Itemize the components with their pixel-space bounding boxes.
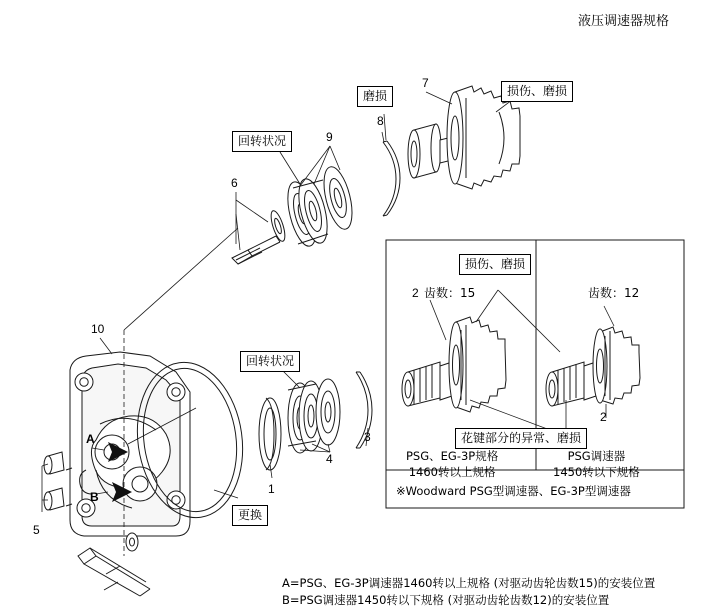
callout-2-right: 2 bbox=[600, 410, 607, 424]
label-damage-wear-top: 损伤、磨损 bbox=[501, 81, 573, 102]
inset-right-spec-line2: 1450转以下规格 bbox=[553, 464, 640, 479]
callout-8: 8 bbox=[377, 114, 384, 128]
footnote-b: B=PSG调速器1450转以下规格 (对驱动齿轮齿数12)的安装位置 bbox=[282, 593, 610, 607]
inset-right-spec-line1: PSG调速器 bbox=[567, 449, 626, 463]
label-teeth-12: 齿数：12 bbox=[588, 286, 640, 300]
label-rotation-status-lower: 回转状况 bbox=[240, 351, 300, 372]
label-inset-damage-wear: 损伤、磨损 bbox=[459, 254, 531, 275]
callout-3: 3 bbox=[364, 430, 371, 444]
callout-5: 5 bbox=[33, 523, 40, 537]
callout-6: 6 bbox=[231, 176, 238, 190]
label-replace: 更换 bbox=[232, 505, 268, 526]
callout-10: 10 bbox=[91, 322, 105, 336]
inset-footer: ※Woodward PSG型调速器、EG-3P型调速器 bbox=[396, 484, 631, 498]
label-rotation-status-upper: 回转状况 bbox=[232, 131, 292, 152]
label-wear-top: 磨损 bbox=[357, 86, 393, 107]
inset-left-spec-line2: 1460转以上规格 bbox=[408, 464, 496, 479]
callout-1: 1 bbox=[268, 482, 275, 496]
inset-right-spec bbox=[553, 449, 640, 480]
inset-left-spec bbox=[406, 449, 498, 480]
callout-4: 4 bbox=[326, 452, 333, 466]
label-spline-note: 花键部分的异常、磨损 bbox=[455, 428, 587, 449]
label-teeth-15: 齿数：15 bbox=[424, 286, 476, 300]
callout-2-left: 2 bbox=[412, 286, 419, 300]
callout-7: 7 bbox=[422, 76, 429, 90]
callout-A: A bbox=[86, 432, 95, 446]
callout-9: 9 bbox=[326, 130, 333, 144]
callout-B: B bbox=[90, 490, 99, 504]
inset-left-spec-line1: PSG、EG-3P规格 bbox=[406, 449, 499, 463]
page-title: 液压调速器规格 bbox=[578, 14, 670, 29]
footnote-a: A=PSG、EG-3P调速器1460转以上规格 (对驱动齿轮齿数15)的安装位置 bbox=[282, 576, 656, 590]
